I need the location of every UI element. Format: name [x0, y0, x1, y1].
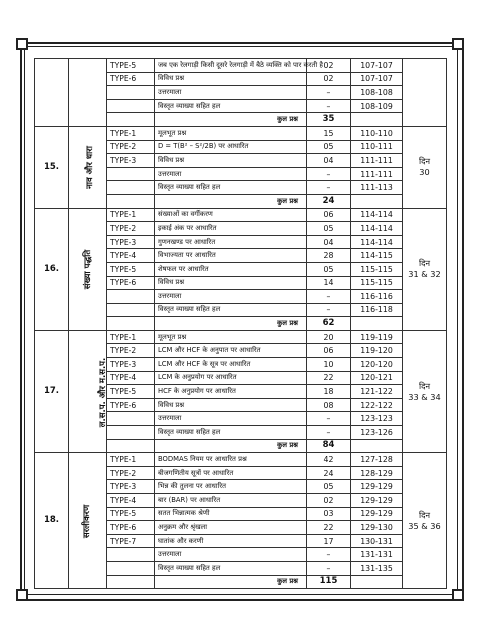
question-count: 06: [307, 344, 351, 358]
study-day: [403, 208, 447, 330]
type-label: [107, 290, 155, 304]
type-label: TYPE-5: [107, 507, 155, 521]
chapter-topic-label: नाव और धारा: [84, 146, 95, 190]
contents-table: [34, 58, 447, 589]
total-count: 62: [307, 317, 351, 331]
type-label: TYPE-3: [107, 235, 155, 249]
type-label: [107, 181, 155, 195]
question-count: 22: [307, 371, 351, 385]
question-count: –: [307, 561, 351, 575]
page-range: 114-114: [351, 222, 403, 236]
type-label: TYPE-3: [107, 358, 155, 372]
study-day: [403, 126, 447, 208]
study-day-label: दिन: [418, 258, 430, 269]
study-day-label: दिन: [418, 380, 430, 391]
question-count: 05: [307, 222, 351, 236]
total-row-blank: [351, 317, 403, 331]
page-range: 129-129: [351, 480, 403, 494]
type-description: संख्याओं का वर्गीकरण: [155, 208, 307, 222]
table-row: [35, 330, 447, 344]
type-description: उत्तरमाला: [155, 548, 307, 562]
type-label: [107, 561, 155, 575]
type-description: सतत भिन्नात्मक श्रेणी: [155, 507, 307, 521]
type-label: TYPE-6: [107, 398, 155, 412]
question-count: 05: [307, 480, 351, 494]
question-count: 22: [307, 521, 351, 535]
type-description: जब एक रेलगाड़ी किसी दूसरे रेलगाड़ी में बैठे व्यक्ति को पार करती है: [155, 59, 307, 73]
page-range: 110-110: [351, 126, 403, 140]
total-count: 115: [307, 575, 351, 589]
type-label: TYPE-4: [107, 494, 155, 508]
chapter-number: [35, 59, 69, 127]
type-description: LCM के अनुप्रयोग पर आधारित: [155, 371, 307, 385]
question-count: 05: [307, 262, 351, 276]
type-label: TYPE-2: [107, 344, 155, 358]
type-label: [107, 548, 155, 562]
total-row-blank: [107, 575, 155, 589]
type-description: विस्तृत व्याख्या सहित हल: [155, 303, 307, 317]
question-count: 20: [307, 330, 351, 344]
page-range: 110-111: [351, 140, 403, 154]
type-description: उत्तरमाला: [155, 86, 307, 100]
type-description: विभाज्यता पर आधारित: [155, 249, 307, 263]
question-count: 42: [307, 453, 351, 467]
type-description: विविध प्रश्न: [155, 72, 307, 86]
total-label: कुल प्रश्न: [155, 575, 307, 589]
page-range: 119-119: [351, 330, 403, 344]
type-label: [107, 167, 155, 181]
corner-ornament: [16, 589, 28, 601]
page-range: 123-123: [351, 412, 403, 426]
total-count: 84: [307, 439, 351, 453]
page-range: 116-116: [351, 290, 403, 304]
chapter-topic: [69, 453, 107, 589]
page-range: 128-129: [351, 466, 403, 480]
study-day-label: दिन: [418, 509, 430, 520]
type-label: TYPE-1: [107, 330, 155, 344]
page-range: 114-114: [351, 208, 403, 222]
type-label: TYPE-4: [107, 249, 155, 263]
total-row-blank: [351, 113, 403, 127]
type-label: TYPE-2: [107, 222, 155, 236]
type-label: TYPE-3: [107, 480, 155, 494]
type-label: TYPE-7: [107, 534, 155, 548]
type-description: विस्तृत व्याख्या सहित हल: [155, 99, 307, 113]
total-count: 24: [307, 194, 351, 208]
type-label: [107, 303, 155, 317]
total-label: कुल प्रश्न: [155, 317, 307, 331]
type-label: TYPE-6: [107, 72, 155, 86]
question-count: 10: [307, 358, 351, 372]
question-count: –: [307, 412, 351, 426]
type-description: मूलभूत प्रश्न: [155, 126, 307, 140]
type-label: TYPE-1: [107, 126, 155, 140]
page-range: 120-120: [351, 358, 403, 372]
table-row: [35, 453, 447, 467]
total-row-blank: [107, 113, 155, 127]
total-row-blank: [351, 439, 403, 453]
question-count: 04: [307, 154, 351, 168]
study-day-value: 35 & 36: [408, 520, 441, 531]
type-label: TYPE-6: [107, 521, 155, 535]
type-description: विविध प्रश्न: [155, 154, 307, 168]
chapter-number: 18.: [35, 453, 69, 589]
page-range: 123-126: [351, 426, 403, 440]
study-day: [403, 330, 447, 452]
total-row-blank: [107, 439, 155, 453]
question-count: –: [307, 426, 351, 440]
type-label: [107, 86, 155, 100]
question-count: 02: [307, 59, 351, 73]
question-count: –: [307, 290, 351, 304]
table-row: [35, 208, 447, 222]
page-range: 121-122: [351, 385, 403, 399]
table-row: [35, 59, 447, 73]
type-description: LCM और HCF के सूत्र पर आधारित: [155, 358, 307, 372]
page-range: 111-113: [351, 181, 403, 195]
question-count: 03: [307, 507, 351, 521]
page-range: 130-131: [351, 534, 403, 548]
total-row-blank: [351, 194, 403, 208]
total-count: 35: [307, 113, 351, 127]
chapter-number: 17.: [35, 330, 69, 452]
page-range: 129-129: [351, 494, 403, 508]
page-range: 111-111: [351, 167, 403, 181]
type-description: शेषफल पर आधारित: [155, 262, 307, 276]
question-count: –: [307, 548, 351, 562]
type-label: TYPE-5: [107, 262, 155, 276]
type-description: D = T(B² – S²/2B) पर आधारित: [155, 140, 307, 154]
type-description: उत्तरमाला: [155, 167, 307, 181]
question-count: 24: [307, 466, 351, 480]
page-range: 122-122: [351, 398, 403, 412]
type-description: LCM और HCF के अनुपात पर आधारित: [155, 344, 307, 358]
study-day-value: 33 & 34: [408, 391, 441, 402]
type-label: TYPE-6: [107, 276, 155, 290]
page-range: 108-109: [351, 99, 403, 113]
page-range: 115-115: [351, 276, 403, 290]
question-count: 02: [307, 72, 351, 86]
type-description: विस्तृत व्याख्या सहित हल: [155, 561, 307, 575]
chapter-topic-label: ल.स.प. और म.स.प.: [98, 357, 109, 427]
study-day: [403, 453, 447, 589]
total-row-blank: [107, 194, 155, 208]
page-range: 116-118: [351, 303, 403, 317]
chapter-topic-label: संख्या पद्धति: [83, 249, 94, 290]
question-count: –: [307, 167, 351, 181]
page-range: 129-130: [351, 521, 403, 535]
page-range: 111-111: [351, 154, 403, 168]
type-description: विविध प्रश्न: [155, 276, 307, 290]
page-range: 131-135: [351, 561, 403, 575]
type-label: TYPE-5: [107, 59, 155, 73]
type-description: इकाई अंक पर आधारित: [155, 222, 307, 236]
question-count: –: [307, 99, 351, 113]
type-label: TYPE-2: [107, 140, 155, 154]
type-label: TYPE-1: [107, 453, 155, 467]
question-count: 08: [307, 398, 351, 412]
study-day-value: 30: [419, 167, 430, 178]
question-count: 06: [307, 208, 351, 222]
question-count: 14: [307, 276, 351, 290]
type-description: विस्तृत व्याख्या सहित हल: [155, 426, 307, 440]
type-label: [107, 426, 155, 440]
type-label: TYPE-1: [107, 208, 155, 222]
study-day-value: 31 & 32: [408, 269, 441, 280]
total-label: कुल प्रश्न: [155, 194, 307, 208]
table-row: [35, 126, 447, 140]
type-description: घातांक और करणी: [155, 534, 307, 548]
chapter-topic-label: सरलीकरण: [82, 504, 92, 538]
type-description: अनुक्रम और श्रृंखला: [155, 521, 307, 535]
page-range: 129-129: [351, 507, 403, 521]
total-label: कुल प्रश्न: [155, 113, 307, 127]
type-label: TYPE-4: [107, 371, 155, 385]
chapter-topic: [69, 208, 107, 330]
question-count: –: [307, 181, 351, 195]
page-range: 114-115: [351, 249, 403, 263]
type-description: विस्तृत व्याख्या सहित हल: [155, 181, 307, 195]
question-count: 28: [307, 249, 351, 263]
chapter-number: 16.: [35, 208, 69, 330]
study-day: [403, 59, 447, 127]
corner-ornament: [452, 38, 464, 50]
question-count: 17: [307, 534, 351, 548]
page-range: 107-107: [351, 59, 403, 73]
total-row-blank: [351, 575, 403, 589]
chapter-number: 15.: [35, 126, 69, 208]
page-range: 108-108: [351, 86, 403, 100]
type-label: TYPE-5: [107, 385, 155, 399]
type-description: HCF के अनुप्रयोग पर आधारित: [155, 385, 307, 399]
corner-ornament: [16, 38, 28, 50]
total-row-blank: [107, 317, 155, 331]
chapter-topic: [69, 59, 107, 127]
type-label: [107, 99, 155, 113]
question-count: 04: [307, 235, 351, 249]
type-description: उत्तरमाला: [155, 290, 307, 304]
type-description: BODMAS नियम पर आधारित प्रश्न: [155, 453, 307, 467]
page-range: 131-131: [351, 548, 403, 562]
type-description: उत्तरमाला: [155, 412, 307, 426]
page-range: 107-107: [351, 72, 403, 86]
type-description: मूलभूत प्रश्न: [155, 330, 307, 344]
question-count: –: [307, 303, 351, 317]
corner-ornament: [452, 589, 464, 601]
type-label: TYPE-3: [107, 154, 155, 168]
question-count: 05: [307, 140, 351, 154]
type-description: विविध प्रश्न: [155, 398, 307, 412]
type-label: [107, 412, 155, 426]
page-range: 114-114: [351, 235, 403, 249]
question-count: 15: [307, 126, 351, 140]
type-label: TYPE-2: [107, 466, 155, 480]
chapter-topic: [69, 330, 107, 452]
chapter-topic: [69, 126, 107, 208]
total-label: कुल प्रश्न: [155, 439, 307, 453]
question-count: –: [307, 86, 351, 100]
page-range: 120-121: [351, 371, 403, 385]
type-description: बीजगणितीय सूत्रों पर आधारित: [155, 466, 307, 480]
type-description: गुणनखण्ड पर आधारित: [155, 235, 307, 249]
page-range: 127-128: [351, 453, 403, 467]
study-day-label: दिन: [418, 156, 430, 167]
type-description: भिन्न की तुलना पर आधारित: [155, 480, 307, 494]
page-range: 115-115: [351, 262, 403, 276]
type-description: बार (BAR) पर आधारित: [155, 494, 307, 508]
question-count: 02: [307, 494, 351, 508]
page-range: 119-120: [351, 344, 403, 358]
question-count: 18: [307, 385, 351, 399]
